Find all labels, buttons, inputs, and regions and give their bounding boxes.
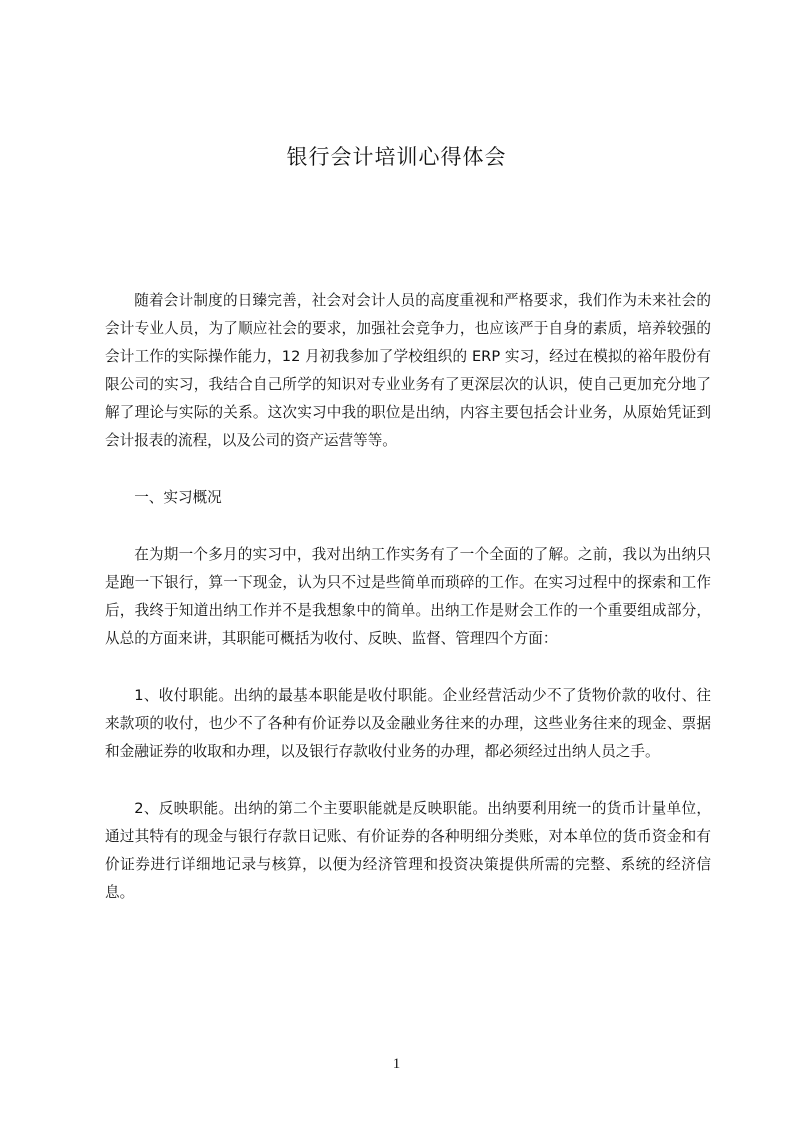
- section-heading-internship-overview: 一、实习概况: [134, 489, 222, 506]
- paragraph-spacer: [105, 766, 711, 795]
- document-body: [105, 287, 711, 907]
- item-reporting-function: 2、反映职能。出纳的第二个主要职能就是反映职能。出纳要利用统一的货币计量单位，通过其特有的现金与银行存款日记账、有价证券的各种明细分类账，对本单位的货币资金和有价证券进行详细地记录与核算，以便为经济管理和投资决策提供所需的完整、系统的经济信息。: [105, 800, 711, 901]
- page-number: 1: [392, 1056, 401, 1072]
- paragraph-spacer: [105, 512, 711, 541]
- paragraph-spacer: [105, 455, 711, 484]
- section1-paragraph: 在为期一个多月的实习中，我对出纳工作实务有了一个全面的了解。之前，我以为出纳只是跑一下银行，算一下现金，认为只不过是些简单而琐碎的工作。在实习过程中的探索和工作后，我终于知道出纳工作并不是我想象中的简单。出纳工作是财会工作的一个重要组成部分，从总的方面来讲，其职能可概括为收付、反映、监督、管理四个方面：: [105, 546, 711, 647]
- paragraph-spacer: [105, 653, 711, 682]
- item-collection-payment-function: 1、收付职能。出纳的最基本职能是收付职能。企业经营活动少不了货物价款的收付、往来款项的收付，也少不了各种有价证券以及金融业务往来的办理，这些业务往来的现金、票据和金融证券的收取和办理，以及银行存款收付业务的办理，都必须经过出纳人员之手。: [105, 687, 711, 760]
- document-title: 银行会计培训心得体会: [286, 145, 507, 169]
- intro-paragraph: 随着会计制度的日臻完善，社会对会计人员的高度重视和严格要求，我们作为未来社会的会计专业人员，为了顺应社会的要求，加强社会竞争力，也应该严于自身的素质，培养较强的会计工作的实际操作能力，12 月初我参加了学校组织的 ERP 实习，经过在模拟的裕年股份有限公司的实习，我结合自己所学的知识对专业业务有了更深层次的认识，使自己更加充分地了解了理论与实际的关系。这次实习中我的职位是出纳，内容主要包括会计业务，从原始凭证到会计报表的流程，以及公司的资产运营等等。: [105, 292, 711, 449]
